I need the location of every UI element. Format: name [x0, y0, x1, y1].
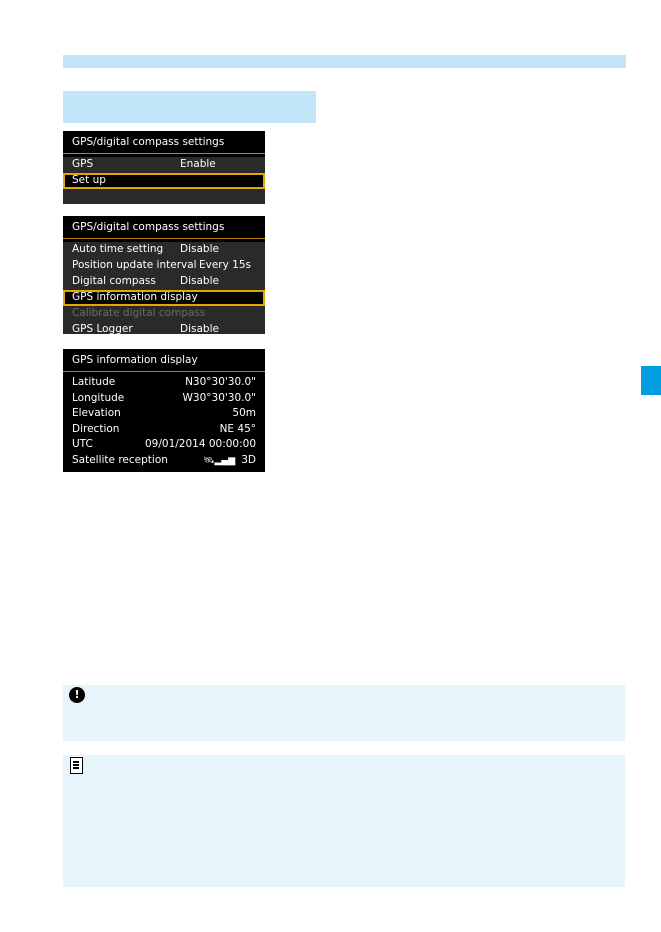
menu-item-value: Disable — [180, 323, 219, 334]
info-value: 50m — [232, 407, 256, 419]
info-value-wrap — [203, 453, 256, 470]
info-row-direction — [63, 422, 265, 438]
menu-item-auto-time[interactable] — [63, 242, 265, 258]
gps-setup-screen — [63, 216, 265, 334]
menu-item-label: Digital compass — [72, 275, 156, 287]
menu-item-value: Disable — [180, 243, 219, 255]
menu-item-calibrate-compass — [63, 306, 265, 322]
menu-item-label: Position update interval — [72, 259, 197, 271]
info-label: Longitude — [72, 391, 125, 404]
info-label: Direction — [72, 422, 120, 435]
memo-note-box — [63, 755, 625, 887]
menu-item-label: GPS — [72, 158, 94, 170]
menu-item-label: Set up — [72, 174, 106, 186]
info-row-satellite — [63, 453, 265, 469]
info-value: 09/01/2014 00:00:00 — [144, 438, 256, 450]
memo-icon — [70, 757, 83, 774]
info-row-longitude — [63, 391, 265, 407]
info-label: UTC — [72, 438, 93, 450]
menu-item-value: Every 15s — [198, 259, 251, 271]
menu-empty-row — [63, 189, 265, 204]
menu-item-position-update[interactable] — [63, 258, 265, 274]
info-value: N30°30'30.0" — [185, 376, 256, 388]
menu-item-digital-compass[interactable] — [63, 274, 265, 290]
menu-item-gps-logger[interactable] — [63, 322, 265, 334]
screen-title: GPS/digital compass settings — [63, 216, 265, 239]
menu-item-set-up[interactable] — [63, 173, 265, 189]
menu-item-label: GPS information display — [72, 291, 198, 303]
info-row-elevation — [63, 406, 265, 422]
info-row-latitude — [63, 375, 265, 391]
menu-item-value: Disable — [180, 275, 219, 287]
info-value: 3D — [241, 453, 256, 466]
info-value: W30°30'30.0" — [182, 391, 256, 404]
caution-icon: ! — [69, 687, 85, 703]
menu-item-gps[interactable] — [63, 157, 265, 173]
info-row-utc — [63, 437, 265, 453]
screen-title: GPS information display — [63, 349, 265, 372]
menu-item-label: Auto time setting — [72, 243, 164, 255]
caution-note-box — [63, 685, 625, 741]
info-label: Elevation — [72, 407, 121, 419]
menu-item-label: GPS Logger — [72, 323, 133, 334]
chapter-tab — [641, 366, 661, 395]
info-label: Satellite reception — [72, 453, 168, 466]
satellite-signal-icon: 🛰▂▄▆ — [203, 455, 236, 466]
info-value: NE 45° — [219, 422, 256, 435]
menu-item-gps-info-display[interactable] — [63, 290, 265, 306]
screen-title: GPS/digital compass settings — [63, 131, 265, 154]
section-title-bar — [63, 91, 316, 123]
gps-settings-screen — [63, 131, 265, 204]
header-bar — [63, 55, 626, 68]
menu-item-value: Enable — [180, 158, 216, 170]
menu-item-label: Calibrate digital compass — [72, 307, 206, 319]
info-label: Latitude — [72, 376, 116, 388]
gps-info-screen — [63, 349, 265, 472]
